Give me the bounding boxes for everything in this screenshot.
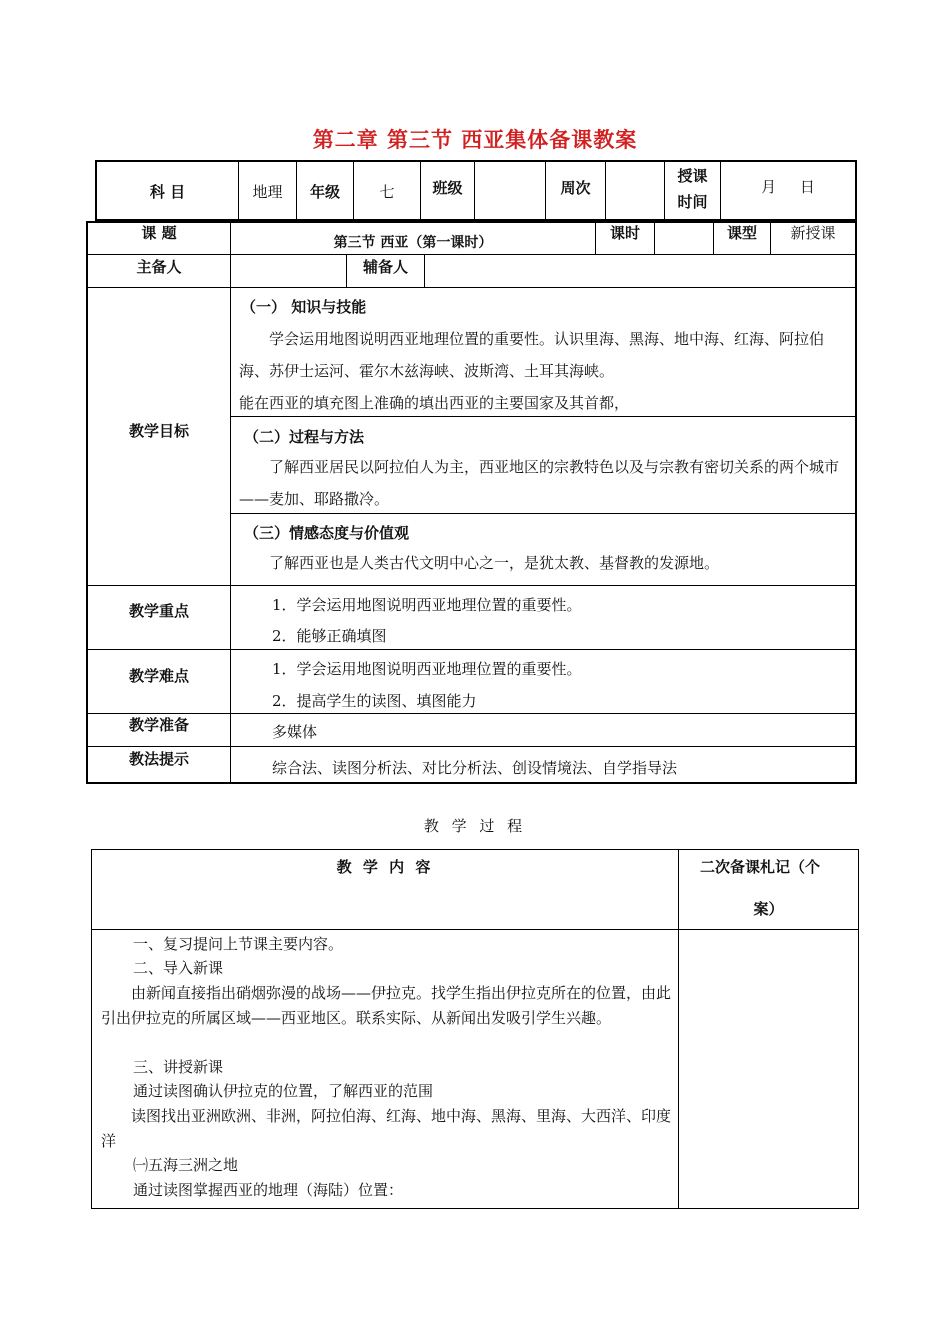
difficult-item: 2．提高学生的读图、填图能力 bbox=[272, 692, 477, 710]
type-label: 课型 bbox=[726, 224, 757, 242]
difficult-item: 1．学会运用地图说明西亚地理位置的重要性。 bbox=[272, 660, 582, 678]
goals-section-3-text: 了解西亚也是人类古代文明中心之一，是犹太教、基督教的发源地。 bbox=[269, 554, 720, 572]
goals-section-2-text: 了解西亚居民以阿拉伯人为主，西亚地区的宗教特色以及与宗教有密切关系的两个城市——麦加、耶路撒冷。 bbox=[239, 458, 840, 508]
page-title: 第二章 第三节 西亚集体备课教案 bbox=[312, 128, 638, 152]
type-value: 新授课 bbox=[790, 224, 836, 242]
key-item: 2．能够正确填图 bbox=[272, 627, 387, 645]
period-label: 课时 bbox=[609, 224, 640, 242]
method-value: 综合法、读图分析法、对比分析法、创设情境法、自学指导法 bbox=[272, 759, 678, 777]
process-col-notes-2: 案） bbox=[753, 900, 784, 918]
process-line: 读图找出亚洲欧洲、非洲，阿拉伯海、红海、地中海、黑海、里海、大西洋、印度洋 bbox=[101, 1107, 672, 1150]
process-col-content: 教 学 内 容 bbox=[336, 858, 434, 876]
assist-label: 辅备人 bbox=[362, 258, 408, 276]
grade-value: 七 bbox=[379, 182, 395, 201]
prep-value: 多媒体 bbox=[272, 723, 318, 741]
goals-label: 教学目标 bbox=[128, 422, 189, 440]
process-line: 由新闻直接指出硝烟弥漫的战场——伊拉克。找学生指出伊拉克所在的位置，由此引出伊拉克的所属区域——西亚地区。联系实际、从新闻出发吸引学生兴趣。 bbox=[101, 984, 672, 1027]
goals-section-1-title: （一） 知识与技能 bbox=[241, 298, 367, 316]
week-label: 周次 bbox=[560, 179, 591, 197]
process-col-notes: 二次备课札记（个 bbox=[700, 858, 821, 876]
goals-section-1-text-2: 能在西亚的填充图上准确的填出西亚的主要国家及其首都， bbox=[239, 394, 630, 412]
goals-section-1-text: 学会运用地图说明西亚地理位置的重要性。认识里海、黑海、地中海、红海、阿拉伯海、苏伊士运河、霍尔木兹海峡、波斯湾、土耳其海峡。 bbox=[239, 330, 825, 380]
key-item: 1．学会运用地图说明西亚地理位置的重要性。 bbox=[272, 596, 582, 614]
subject-value: 地理 bbox=[252, 182, 283, 201]
grade-label: 年级 bbox=[309, 182, 340, 201]
process-line: 通过读图确认伊拉克的位置，了解西亚的范围 bbox=[133, 1082, 434, 1100]
goals-section-3-title: （三）情感态度与价值观 bbox=[244, 524, 410, 542]
process-line: 通过读图掌握西亚的地理（海陆）位置： bbox=[133, 1181, 404, 1199]
process-title: 教 学 过 程 bbox=[423, 817, 527, 835]
date-value: 月 日 bbox=[761, 177, 815, 196]
lead-label: 主备人 bbox=[136, 258, 182, 276]
method-label: 教法提示 bbox=[128, 750, 189, 768]
topic-value: 第三节 西亚（第一课时） bbox=[333, 235, 493, 251]
process-line: 二、导入新课 bbox=[133, 959, 224, 977]
goals-section-2-title: （二）过程与方法 bbox=[244, 428, 365, 446]
subject-label: 科 目 bbox=[149, 182, 186, 201]
time-label: 授课 时间 bbox=[677, 167, 708, 211]
topic-label: 课 题 bbox=[141, 224, 177, 242]
process-line: 三、讲授新课 bbox=[133, 1058, 224, 1076]
process-line: ㈠五海三洲之地 bbox=[133, 1156, 239, 1174]
prep-label: 教学准备 bbox=[128, 716, 189, 734]
key-label: 教学重点 bbox=[128, 602, 189, 620]
difficult-label: 教学难点 bbox=[128, 667, 189, 685]
process-line: 一、复习提问上节课主要内容。 bbox=[133, 935, 344, 953]
class-label: 班级 bbox=[432, 179, 463, 197]
